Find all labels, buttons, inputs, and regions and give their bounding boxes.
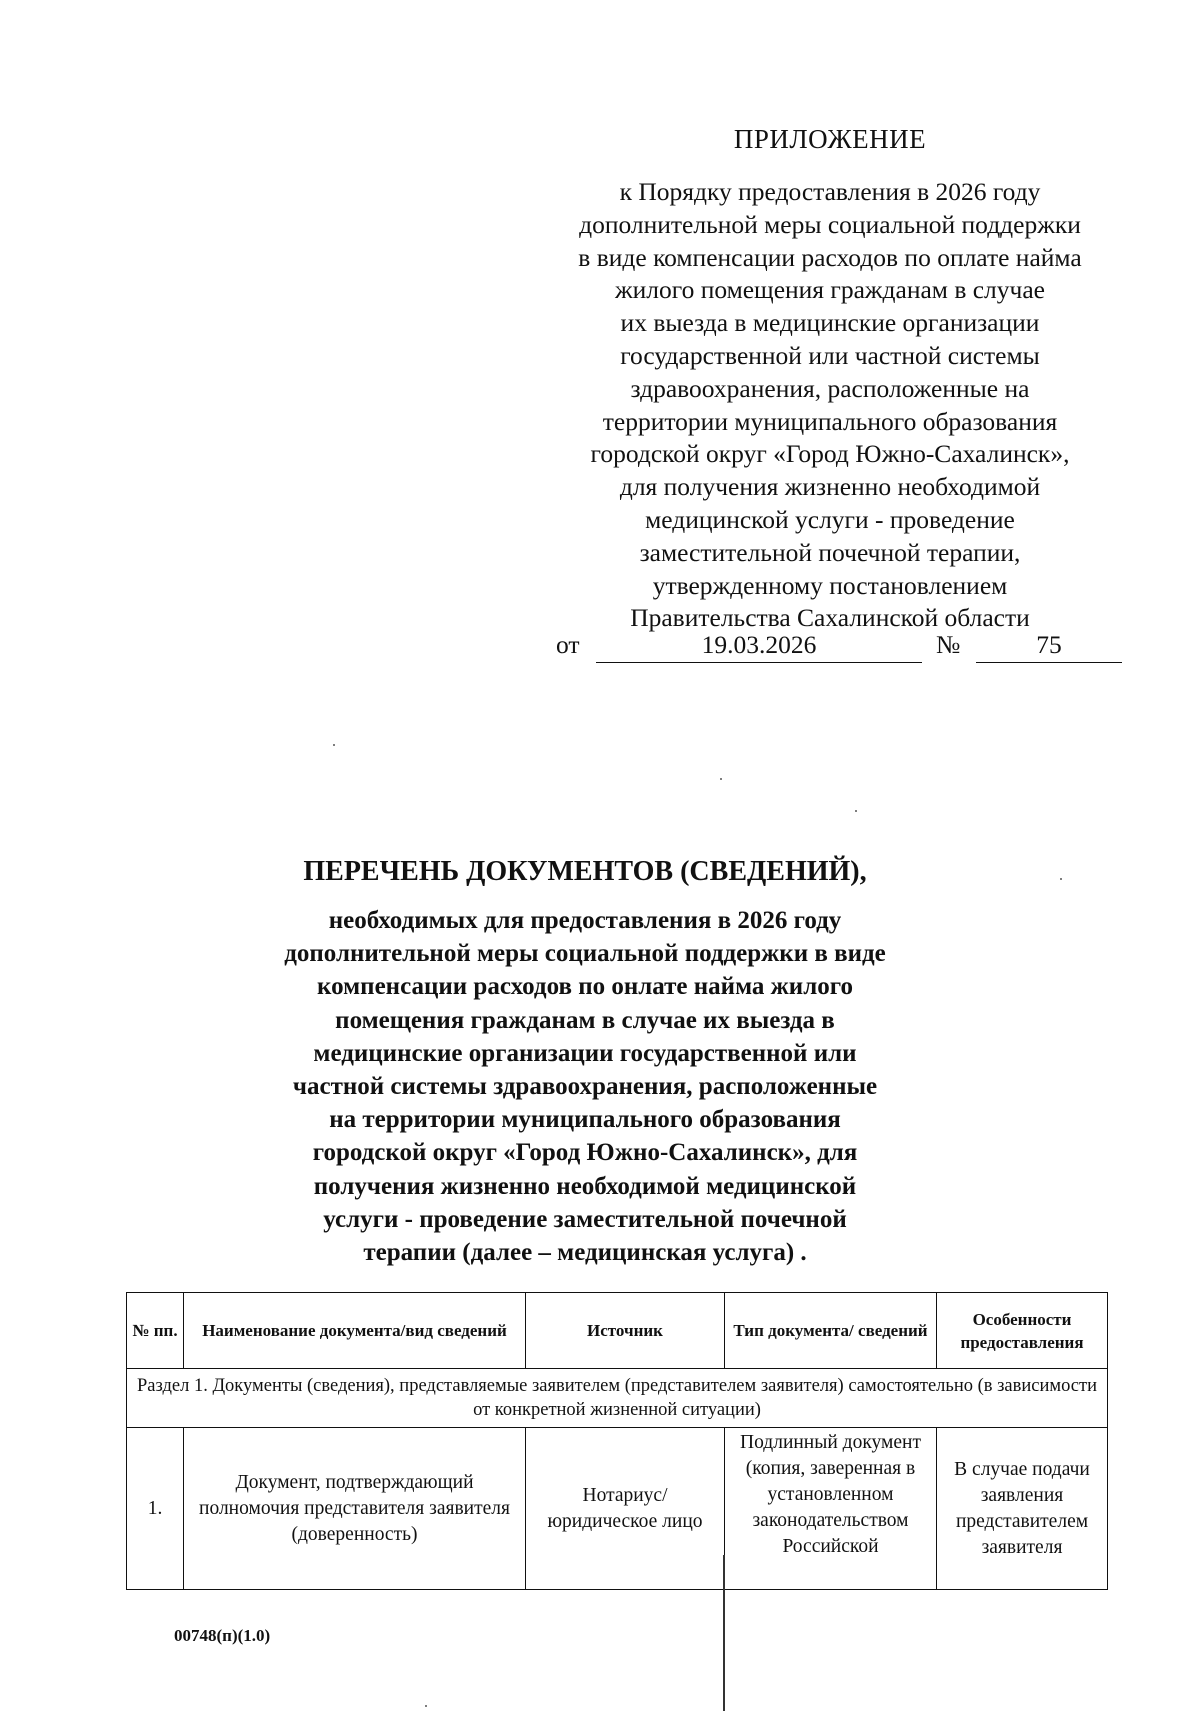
appendix-line: здравоохранения, расположенные на	[630, 373, 1030, 403]
appendix-line: дополнительной меры социальной поддержки	[579, 209, 1081, 239]
section-row	[127, 1369, 1108, 1428]
appendix-line: заместительной почечной терапии,	[639, 537, 1021, 567]
cell-type: Подлинный документ (копия, заверенная в установленном законодательством Российской	[725, 1428, 937, 1590]
appendix-line: для получения жизненно необходимой	[619, 472, 1041, 502]
appendix-title: ПРИЛОЖЕНИЕ	[733, 124, 927, 154]
from-label: от	[556, 630, 580, 659]
header-features: Особенности предоставления	[937, 1293, 1108, 1369]
subtitle-line: дополнительной меры социальной поддержки в виде	[284, 940, 886, 968]
subtitle-line: медицинские организации государственной или	[313, 1039, 857, 1067]
table-header-row	[127, 1293, 1108, 1369]
decree-number: 75	[976, 630, 1122, 663]
subtitle-line: получения жизненно необходимой медицинской	[313, 1172, 857, 1200]
subtitle-line: терапии (далее – медицинская услуга) .	[363, 1239, 807, 1267]
scan-artifact-line	[723, 1555, 725, 1711]
subtitle-line: необходимых для предоставления в 2026 году	[328, 907, 842, 934]
appendix-line: утвержденному постановлением	[652, 570, 1008, 600]
decree-reference	[556, 630, 1122, 664]
appendix-line: в виде компенсации расходов по оплате найма	[578, 242, 1082, 272]
document-subtitle	[200, 904, 970, 1269]
section-title: Раздел 1. Документы (сведения), представляемые заявителем (представителем заявителя) самостоятельно (в зависимости от конкретной жизненной ситуации)	[127, 1369, 1108, 1428]
header-num: № пп.	[127, 1293, 184, 1369]
documents-table	[126, 1292, 1108, 1590]
appendix-line: медицинской услуги - проведение	[645, 504, 1015, 534]
appendix-reference	[528, 176, 1132, 635]
appendix-line: жилого помещения гражданам в случае	[615, 275, 1045, 305]
decree-date: 19.03.2026	[596, 630, 922, 663]
header-name: Наименование документа/вид сведений	[184, 1293, 526, 1369]
appendix-line: их выезда в медицинские организации	[620, 308, 1040, 338]
subtitle-line: компенсации расходов по онлате найма жилого	[317, 973, 853, 1001]
subtitle-line: услуги - проведение заместительной почечной	[323, 1205, 847, 1233]
table-row	[127, 1428, 1108, 1590]
number-label: №	[936, 630, 961, 659]
form-code: 00748(п)(1.0)	[174, 1626, 271, 1645]
subtitle-line: на территории муниципального образования	[329, 1106, 841, 1134]
scan-artifact-dot	[720, 778, 722, 780]
cell-source: Нотариус/ юридическое лицо	[526, 1428, 725, 1590]
subtitle-line: помещения гражданам в случае их выезда в	[335, 1006, 835, 1034]
subtitle-line: частной системы здравоохранения, расположенные	[292, 1073, 878, 1101]
appendix-line: государственной или частной системы	[620, 340, 1040, 370]
appendix-line: к Порядку предоставления в 2026 году	[619, 177, 1041, 206]
cell-num: 1.	[127, 1428, 184, 1590]
subtitle-line: городской округ «Город Южно-Сахалинск», для	[312, 1139, 858, 1167]
cell-features: В случае подачи заявления представителем заявителя	[937, 1428, 1108, 1590]
header-source: Источник	[526, 1293, 725, 1369]
scan-artifact-dot	[333, 744, 335, 746]
scan-artifact-dot	[1060, 878, 1062, 880]
cell-name: Документ, подтверждающий полномочия представителя заявителя (доверенность)	[184, 1428, 526, 1590]
appendix-line: городской округ «Город Южно-Сахалинск»,	[590, 439, 1070, 469]
appendix-line: территории муниципального образования	[602, 406, 1058, 436]
appendix-line: Правительства Сахалинской области	[630, 603, 1030, 633]
header-type: Тип документа/ сведений	[725, 1293, 937, 1369]
scan-artifact-dot	[425, 1705, 427, 1707]
document-title: ПЕРЕЧЕНЬ ДОКУМЕНТОВ (СВЕДЕНИЙ),	[303, 856, 867, 887]
scan-artifact-dot	[855, 810, 857, 812]
